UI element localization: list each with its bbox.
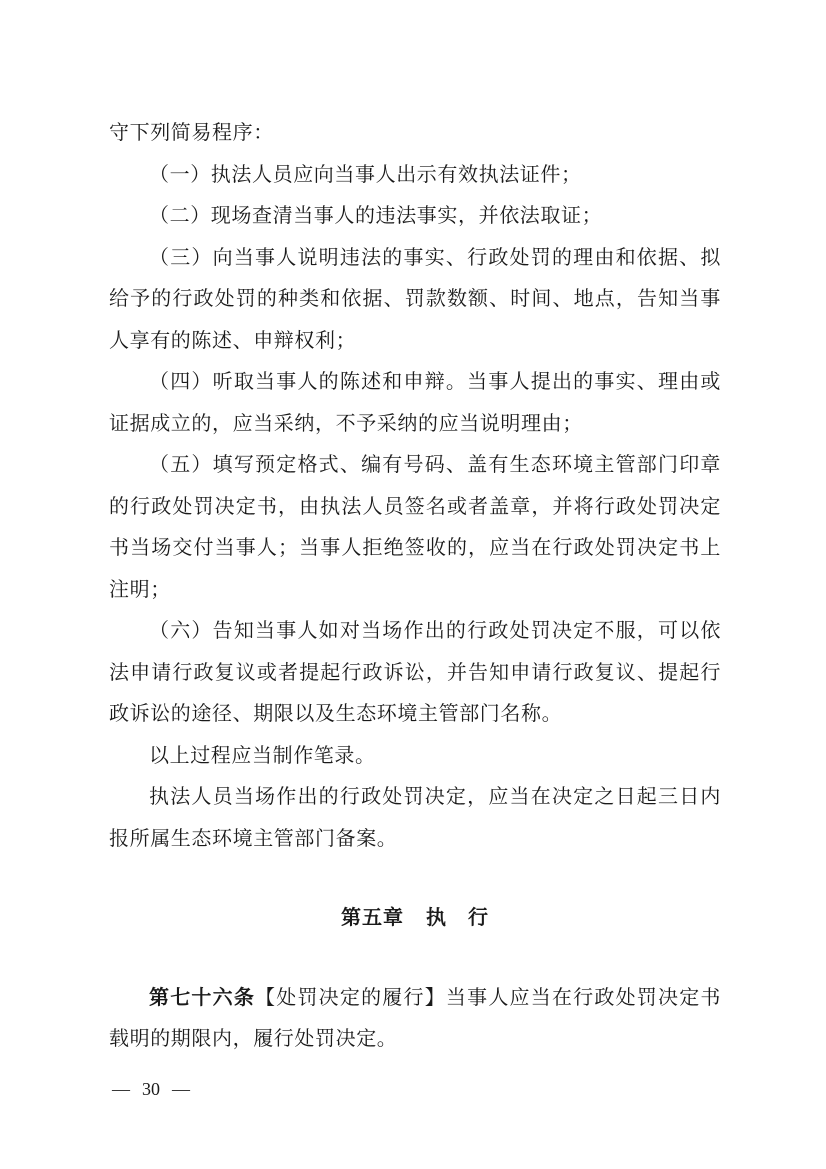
article-76 bbox=[109, 977, 721, 1060]
list-item-3: （三）向当事人说明违法的事实、行政处罚的理由和依据、拟给予的行政处罚的种类和依据、罚款数额、时间、地点，告知当事人享有的陈述、申辩权利； bbox=[109, 244, 721, 352]
paragraph-continuation: 守下列简易程序： bbox=[109, 120, 274, 144]
article-subject: 【处罚决定的履行】 bbox=[255, 984, 446, 1009]
footer-dash-left: — bbox=[112, 1079, 130, 1099]
article-number: 第七十六条 bbox=[149, 984, 256, 1009]
chapter-number: 第五章 bbox=[341, 905, 404, 929]
filing-note: 执法人员当场作出的行政处罚决定，应当在决定之日起三日内报所属生态环境主管部门备案。 bbox=[109, 784, 721, 850]
page-footer bbox=[112, 1078, 190, 1100]
list-item-2: （二）现场查清当事人的违法事实，并依法取证； bbox=[149, 203, 603, 227]
document-body bbox=[109, 112, 721, 1060]
list-item-5: （五）填写预定格式、编有号码、盖有生态环境主管部门印章的行政处罚决定书，由执法人员签名或者盖章，并将行政处罚决定书当场交付当事人；当事人拒绝签收的，应当在行政处罚决定书上注明； bbox=[109, 452, 721, 601]
list-item-4: （四）听取当事人的陈述和申辩。当事人提出的事实、理由或证据成立的，应当采纳，不予采纳的应当说明理由； bbox=[109, 369, 721, 435]
page-number: 30 bbox=[142, 1079, 160, 1099]
article-body: 当事人应当在行政处罚决定书载明的期限内，履行处罚决定。 bbox=[109, 984, 722, 1050]
footer-dash-right: — bbox=[172, 1079, 190, 1099]
list-item-1: （一）执法人员应向当事人出示有效执法证件； bbox=[149, 161, 582, 186]
chapter-title: 执 行 bbox=[426, 905, 489, 929]
list-item-6: （六）告知当事人如对当场作出的行政处罚决定不服，可以依法申请行政复议或者提起行政诉讼，并告知申请行政复议、提起行政诉讼的途径、期限以及生态环境主管部门名称。 bbox=[109, 618, 721, 725]
chapter-heading bbox=[109, 897, 721, 939]
record-note: 以上过程应当制作笔录。 bbox=[149, 742, 376, 767]
